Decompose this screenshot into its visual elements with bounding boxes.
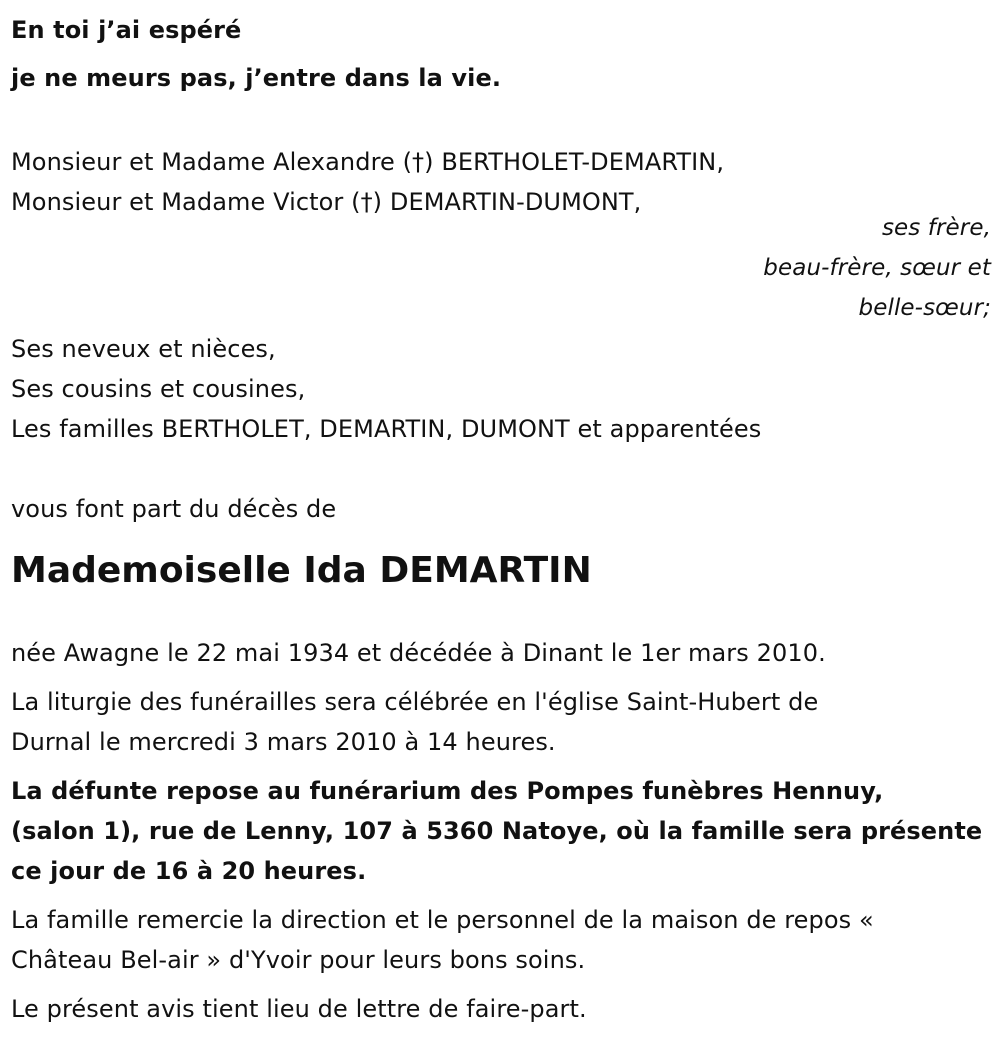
liturgy-line-2: Durnal le mercredi 3 mars 2010 à 14 heures. [11,728,556,756]
repose-paragraph [11,771,991,891]
obituary-notice [11,0,991,1029]
notice-line: Le présent avis tient lieu de lettre de faire-part. [11,995,587,1023]
thanks-line-2: Château Bel-air » d'Yvoir pour leurs bons soins. [11,946,586,974]
birth-death-line: née Awagne le 22 mai 1934 et décédée à Dinant le 1er mars 2010. [11,639,826,667]
family-block [11,142,991,328]
family-relation-3: belle-sœur; [858,295,991,321]
epigraph-line-2: je ne meurs pas, j’entre dans la vie. [11,64,502,92]
liturgy-paragraph [11,682,991,762]
deceased-name: Mademoiselle Ida DEMARTIN [11,550,592,591]
thanks-paragraph [11,900,991,980]
family-relation-2: beau-frère, sœur et [763,255,991,281]
birth-death-paragraph [11,633,991,673]
family-line-1: Monsieur et Madame Alexandre (†) BERTHOLET-DEMARTIN, [11,148,725,176]
relatives-block [11,329,991,449]
relatives-line-2: Ses cousins et cousines, [11,375,306,403]
liturgy-line-1: La liturgie des funérailles sera célébrée en l'église Saint-Hubert de [11,688,819,716]
relatives-line-3: Les familles BERTHOLET, DEMARTIN, DUMONT et apparentées [11,415,762,443]
family-line-2: Monsieur et Madame Victor (†) DEMARTIN-DUMONT, [11,188,642,216]
relatives-line-1: Ses neveux et nièces, [11,335,276,363]
notice-paragraph [11,989,991,1029]
repose-line-3: ce jour de 16 à 20 heures. [11,857,367,885]
family-relation-1: ses frère, [881,215,991,241]
epigraph [11,6,991,102]
repose-line-2: (salon 1), rue de Lenny, 107 à 5360 Natoye, où la famille sera présente [11,817,983,845]
thanks-line-1: La famille remercie la direction et le personnel de la maison de repos « [11,906,874,934]
epigraph-line-1: En toi j’ai espéré [11,16,242,44]
announcement-text: vous font part du décès de [11,495,337,523]
repose-line-1: La défunte repose au funérarium des Pompes funèbres Hennuy, [11,777,884,805]
